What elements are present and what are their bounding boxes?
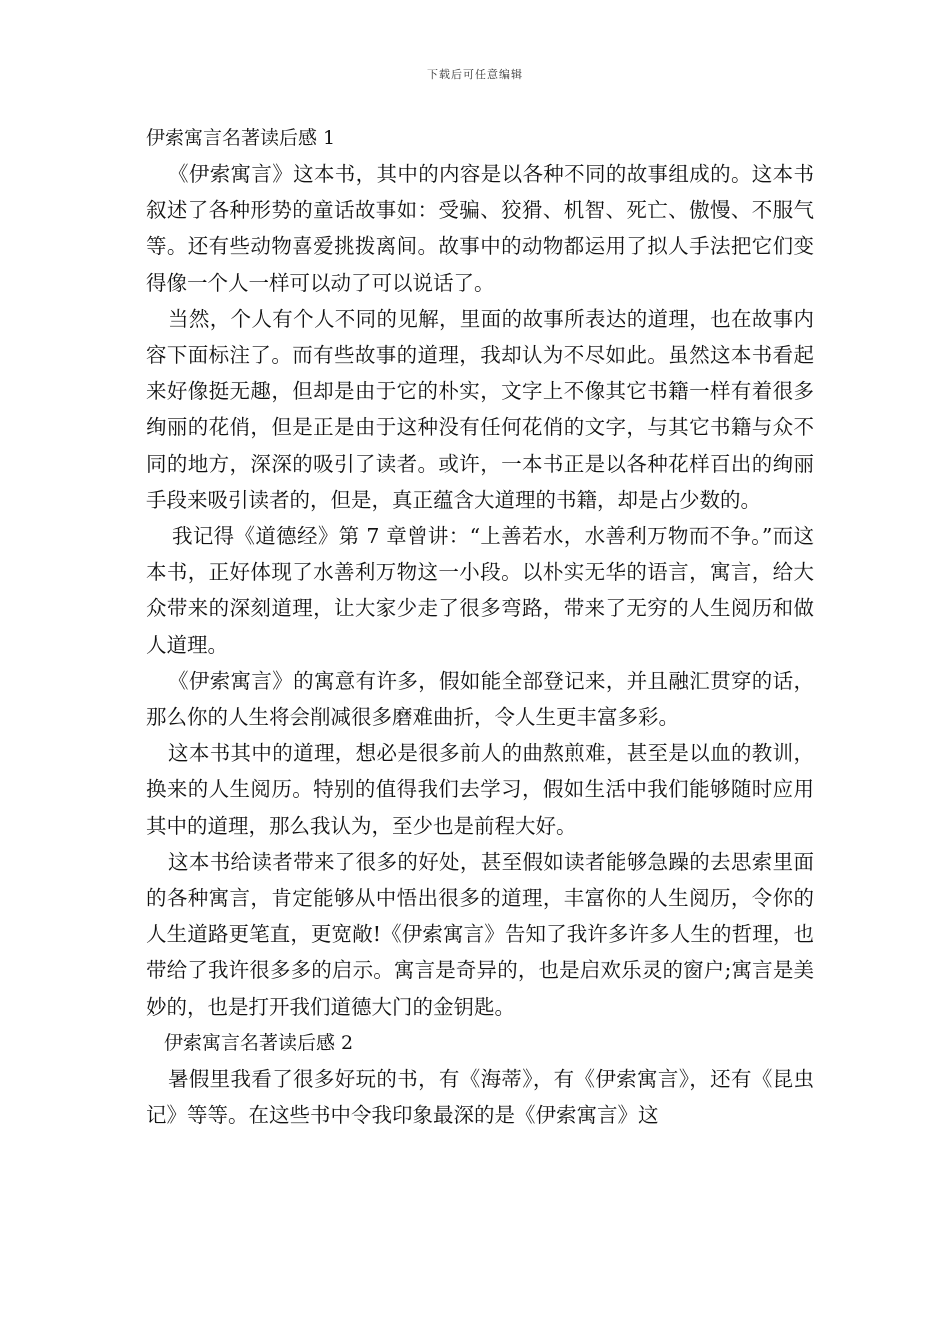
document-body — [146, 120, 814, 1133]
section-title-2: 伊索寓言名著读后感 2 — [164, 1031, 354, 1054]
paragraph: 当然，个人有个人不同的见解，里面的故事所表达的道理，也在故事内容下面标注了。而有些故事的道理，我却认为不尽如此。虽然这本书看起来好像挺无趣，但却是由于它的朴实，文字上不像其它书籍一样有着很多绚丽的花俏，但是正是由于这种没有任何花俏的文字，与其它书籍与众不同的地方，深深的吸引了读者。或许，一本书正是以各种花样百出的绚丽手段来吸引读者的，但是，真正蕴含大道理的书籍，却是占少数的。 — [146, 306, 814, 512]
paragraph: 我记得《道德经》第 7 章曾讲：“上善若水，水善利万物而不争。”而这本书，正好体现了水善利万物这一小段。以朴实无华的语言，寓言，给大众带来的深刻道理，让大家少走了很多弯路，带来了无穷的人生阅历和做人道理。 — [146, 524, 814, 657]
section-title-1: 伊索寓言名著读后感 1 — [146, 127, 336, 149]
paragraph: 《伊索寓言》这本书，其中的内容是以各种不同的故事组成的。这本书叙述了各种形势的童话故事如：受骗、狡猾、机智、死亡、傲慢、不服气等。还有些动物喜爱挑拨离间。故事中的动物都运用了拟人手法把它们变得像一个人一样可以动了可以说话了。 — [146, 162, 814, 295]
paragraph: 这本书其中的道理，想必是很多前人的曲熬煎难，甚至是以血的教训，换来的人生阅历。特别的值得我们去学习，假如生活中我们能够随时应用其中的道理，那么我认为，至少也是前程大好。 — [146, 741, 814, 838]
header-note: 下载后可任意编辑 — [427, 68, 523, 81]
paragraph: 这本书给读者带来了很多的好处，甚至假如读者能够急躁的去思索里面的各种寓言，肯定能够从中悟出很多的道理，丰富你的人生阅历，令你的人生道路更笔直，更宽敞!《伊索寓言》告知了我许多许多人生的哲理，也带给了我许很多多的启示。寓言是奇异的，也是启欢乐灵的窗户;寓言是美妙的，也是打开我们道德大门的金钥匙。 — [146, 849, 814, 1019]
paragraph: 暑假里我看了很多好玩的书，有《海蒂》，有《伊索寓言》，还有《昆虫记》等等。在这些书中令我印象最深的是《伊索寓言》这 — [146, 1066, 814, 1128]
paragraph: 《伊索寓言》的寓意有许多，假如能全部登记来，并且融汇贯穿的话，那么你的人生将会削减很多磨难曲折，令人生更丰富多彩。 — [146, 668, 814, 730]
